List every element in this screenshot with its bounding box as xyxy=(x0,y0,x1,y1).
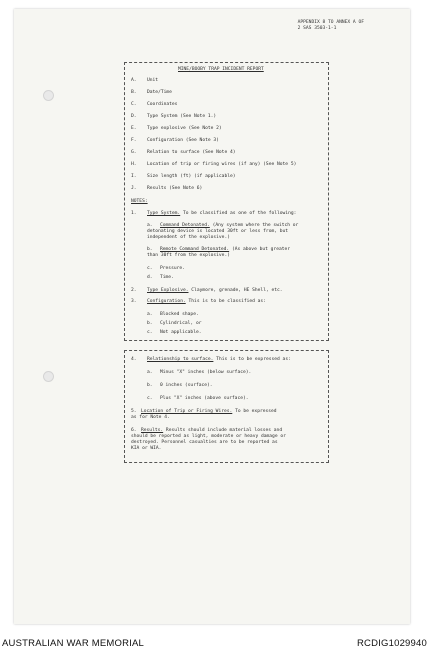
note-1b: Remote Command Detonated. (As above but greater xyxy=(160,247,291,252)
note-5: Location of Trip or Firing Wires. To be expressed xyxy=(141,409,277,414)
punch-hole xyxy=(43,371,54,382)
note-1a-line2: detonating device is located 30ft or less from, but xyxy=(147,229,289,234)
field-date-time: Date/Time xyxy=(147,90,172,95)
note-3a: Blocked shape. xyxy=(160,312,199,317)
field-letter: E. xyxy=(131,126,137,131)
note-6-line3: destroyed. Personnel casualties are to be reported as xyxy=(131,440,278,445)
field-coordinates: Coordinates xyxy=(147,102,178,107)
footer-institution: AUSTRALIAN WAR MEMORIAL xyxy=(2,638,145,649)
subnote-letter: c. xyxy=(147,266,153,271)
field-results: Results (See Note 6) xyxy=(147,186,203,191)
note-6: Results. Results should include material losses and xyxy=(141,428,283,433)
subnote-letter: b. xyxy=(147,247,153,252)
subnote-letter: d. xyxy=(147,275,153,280)
field-letter: F. xyxy=(131,138,137,143)
note-1a-line3: independent of the explosive.) xyxy=(147,235,230,240)
field-relation-surface: Relation to surface (See Note 4) xyxy=(147,150,236,155)
note-number: 5. xyxy=(131,409,137,414)
note-4b: 0 inches (surface). xyxy=(160,383,213,388)
subnote-letter: c. xyxy=(147,330,153,335)
note-number: 2. xyxy=(131,288,137,293)
subnote-letter: b. xyxy=(147,321,153,326)
field-letter: G. xyxy=(131,150,137,155)
field-letter: I. xyxy=(131,174,137,179)
note-4c: Plus "X" inches (above surface). xyxy=(160,396,249,401)
notes-heading: NOTES: xyxy=(131,199,148,204)
punch-hole xyxy=(43,90,54,101)
notes-continued-box xyxy=(124,350,329,463)
subnote-letter: a. xyxy=(147,312,153,317)
note-1: Type System. To be classified as one of the following: xyxy=(147,211,297,216)
subnote-letter: b. xyxy=(147,383,153,388)
note-1a: Command Detonated. (Any system where the switch or xyxy=(160,223,299,228)
field-size-length: Size length (ft) (if applicable) xyxy=(147,174,236,179)
note-number: 4. xyxy=(131,357,137,362)
field-configuration: Configuration (See Note 3) xyxy=(147,138,219,143)
field-letter: J. xyxy=(131,186,137,191)
subnote-letter: c. xyxy=(147,396,153,401)
note-6-line2: should be reported as light, moderate or heavy damage or xyxy=(131,434,286,439)
note-3: Configuration. This is to be classified as: xyxy=(147,299,266,304)
note-1c: Pressure. xyxy=(160,266,185,271)
appendix-reference: APPENDIX 8 TO ANNEX A OF 2 SAS 3503-1-1 xyxy=(297,20,364,32)
note-number: 3. xyxy=(131,299,137,304)
report-title: MINE/BOOBY TRAP INCIDENT REPORT xyxy=(178,67,264,72)
field-type-explosive: Type explosive (See Note 2) xyxy=(147,126,222,131)
note-1b-line2: than 30ft from the explosive.) xyxy=(147,253,230,258)
note-6-line4: KIA or WIA. xyxy=(131,446,162,451)
field-letter: B. xyxy=(131,90,137,95)
note-1d: Time. xyxy=(160,275,174,280)
note-number: 1. xyxy=(131,211,137,216)
field-letter: D. xyxy=(131,114,137,119)
footer-record-id: RCDIG1029940 xyxy=(357,638,427,649)
note-number: 6. xyxy=(131,428,137,433)
field-letter: H. xyxy=(131,162,137,167)
field-type-system: Type System (See Note 1.) xyxy=(147,114,217,119)
field-location-wires: Location of trip or firing wires (if any) (See Note 5) xyxy=(147,162,297,167)
note-4a: Minus "X" inches (below surface). xyxy=(160,370,252,375)
note-2: Type Explosive. Claymore, grenade, HE Shell, etc. xyxy=(147,288,283,293)
note-4: Relationship to surface. This is to be expressed as: xyxy=(147,357,291,362)
field-letter: A. xyxy=(131,78,137,83)
document-page xyxy=(14,9,410,624)
subnote-letter: a. xyxy=(147,223,153,228)
note-5-line2: as for Note 4. xyxy=(131,415,170,420)
note-3c: Not applicable. xyxy=(160,330,202,335)
note-3b: Cylindrical, or xyxy=(160,321,202,326)
field-letter: C. xyxy=(131,102,137,107)
subnote-letter: a. xyxy=(147,370,153,375)
incident-report-box xyxy=(124,62,329,341)
field-unit: Unit xyxy=(147,78,159,83)
